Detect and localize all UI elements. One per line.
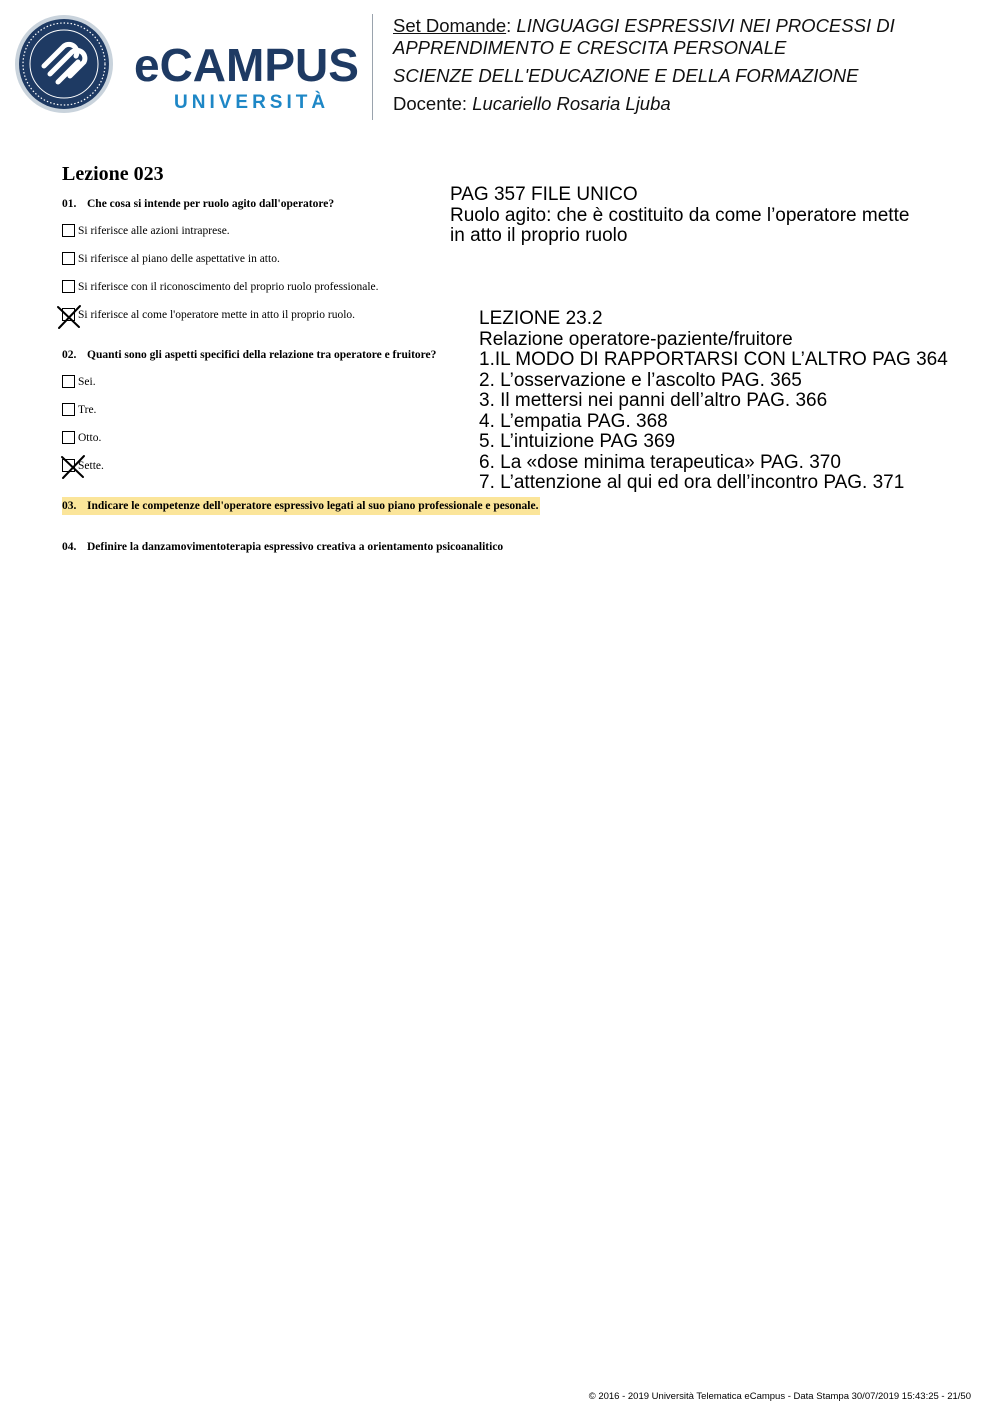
note-line: Relazione operatore-paziente/fruitore: [479, 328, 793, 350]
docente-label: Docente:: [393, 93, 468, 114]
question-text: Quanti sono gli aspetti specifici della relazione tra operatore e fruitore?: [87, 349, 437, 361]
question-04: [62, 541, 503, 553]
brand-subtitle: UNIVERSITÀ: [174, 92, 330, 113]
set-label: Set Domande: [393, 15, 507, 36]
annotation-note-1: [450, 185, 909, 247]
university-seal-icon: [14, 14, 114, 114]
option-text: Si riferisce alle azioni intraprese.: [78, 225, 230, 237]
note-line: PAG 357 FILE UNICO: [450, 184, 638, 205]
note-line: Ruolo agito: che è costituito da come l’operatore mette: [450, 204, 910, 226]
option-text: Si riferisce al piano delle aspettative in atto.: [78, 253, 280, 265]
note-line: LEZIONE 23.2: [479, 308, 603, 329]
faculty-name: SCIENZE DELL'EDUCAZIONE E DELLA FORMAZIONE: [393, 65, 859, 86]
question-01: [62, 198, 334, 210]
note-line: 5. L’intuizione PAG 369: [479, 431, 676, 452]
answer-option[interactable]: [62, 251, 280, 268]
faculty-line: [393, 65, 983, 87]
page-footer: © 2016 - 2019 Università Telematica eCampus - Data Stampa 30/07/2019 15:43:25 - 21/50: [588, 1391, 971, 1402]
header-divider: [372, 14, 373, 120]
brand-name: eCAMPUS: [134, 39, 359, 91]
note-line: 1.IL MODO DI RAPPORTARSI CON L’ALTRO PAG 364: [479, 349, 948, 370]
highlight: [62, 497, 540, 515]
set-title-line1: Set Domande: LINGUAGGI ESPRESSIVI NEI PROCESSI DI: [393, 15, 895, 36]
option-text: Sette.: [78, 460, 104, 472]
answer-option[interactable]: [62, 279, 379, 296]
option-text: Sei.: [78, 376, 96, 388]
note-line: 3. Il mettersi nei panni dell’altro PAG. 366: [479, 390, 828, 411]
answer-option[interactable]: [62, 223, 230, 240]
answer-option[interactable]: [62, 402, 96, 419]
handwritten-cross-icon: [56, 304, 82, 330]
option-text: Si riferisce con il riconoscimento del proprio ruolo professionale.: [78, 281, 379, 293]
note-line: 2. L’osservazione e l’ascolto PAG. 365: [479, 369, 802, 391]
answer-option[interactable]: [62, 307, 355, 324]
checkbox[interactable]: [62, 375, 75, 388]
checkbox[interactable]: [62, 403, 75, 416]
docente-name: Lucariello Rosaria Ljuba: [472, 93, 671, 114]
annotation-note-2: [479, 309, 948, 494]
answer-option[interactable]: [62, 374, 96, 391]
ecampus-logo: [14, 14, 364, 116]
set-title-line2: [393, 37, 983, 59]
checkbox[interactable]: [62, 224, 75, 237]
question-text: Indicare le competenze dell'operatore espressivo legati al suo piano professionale e pesonale.: [87, 500, 539, 512]
question-number: 04.: [62, 541, 77, 553]
course-header: [393, 15, 983, 115]
question-number: 02.: [62, 349, 77, 361]
option-text: Otto.: [78, 432, 102, 444]
handwritten-cross-icon: [60, 454, 86, 480]
docente-line: [393, 93, 983, 115]
question-02: [62, 349, 436, 361]
question-number: 01.: [62, 198, 77, 210]
note-line: 7. L’attenzione al qui ed ora dell’incontro PAG. 371: [479, 472, 905, 493]
question-number: 03.: [62, 500, 77, 512]
answer-option[interactable]: [62, 430, 101, 447]
question-text: Definire la danzamovimentoterapia espressivo creativa a orientamento psicoanalitico: [87, 541, 504, 553]
option-text: Si riferisce al come l'operatore mette in atto il proprio ruolo.: [78, 309, 356, 321]
question-text: Che cosa si intende per ruolo agito dall'operatore?: [87, 198, 335, 210]
note-line: 4. L’empatia PAG. 368: [479, 410, 668, 432]
note-line: 6. La «dose minima terapeutica» PAG. 370: [479, 451, 841, 473]
checkbox[interactable]: [62, 280, 75, 293]
lesson-title: Lezione 023: [62, 163, 164, 185]
checkbox[interactable]: [62, 431, 75, 444]
note-line: in atto il proprio ruolo: [450, 225, 628, 246]
checkbox[interactable]: [62, 252, 75, 265]
set-title-continued: APPRENDIMENTO E CRESCITA PERSONALE: [393, 37, 787, 58]
set-title: LINGUAGGI ESPRESSIVI NEI PROCESSI DI: [516, 15, 895, 36]
question-03: [62, 500, 540, 512]
option-text: Tre.: [78, 404, 97, 416]
